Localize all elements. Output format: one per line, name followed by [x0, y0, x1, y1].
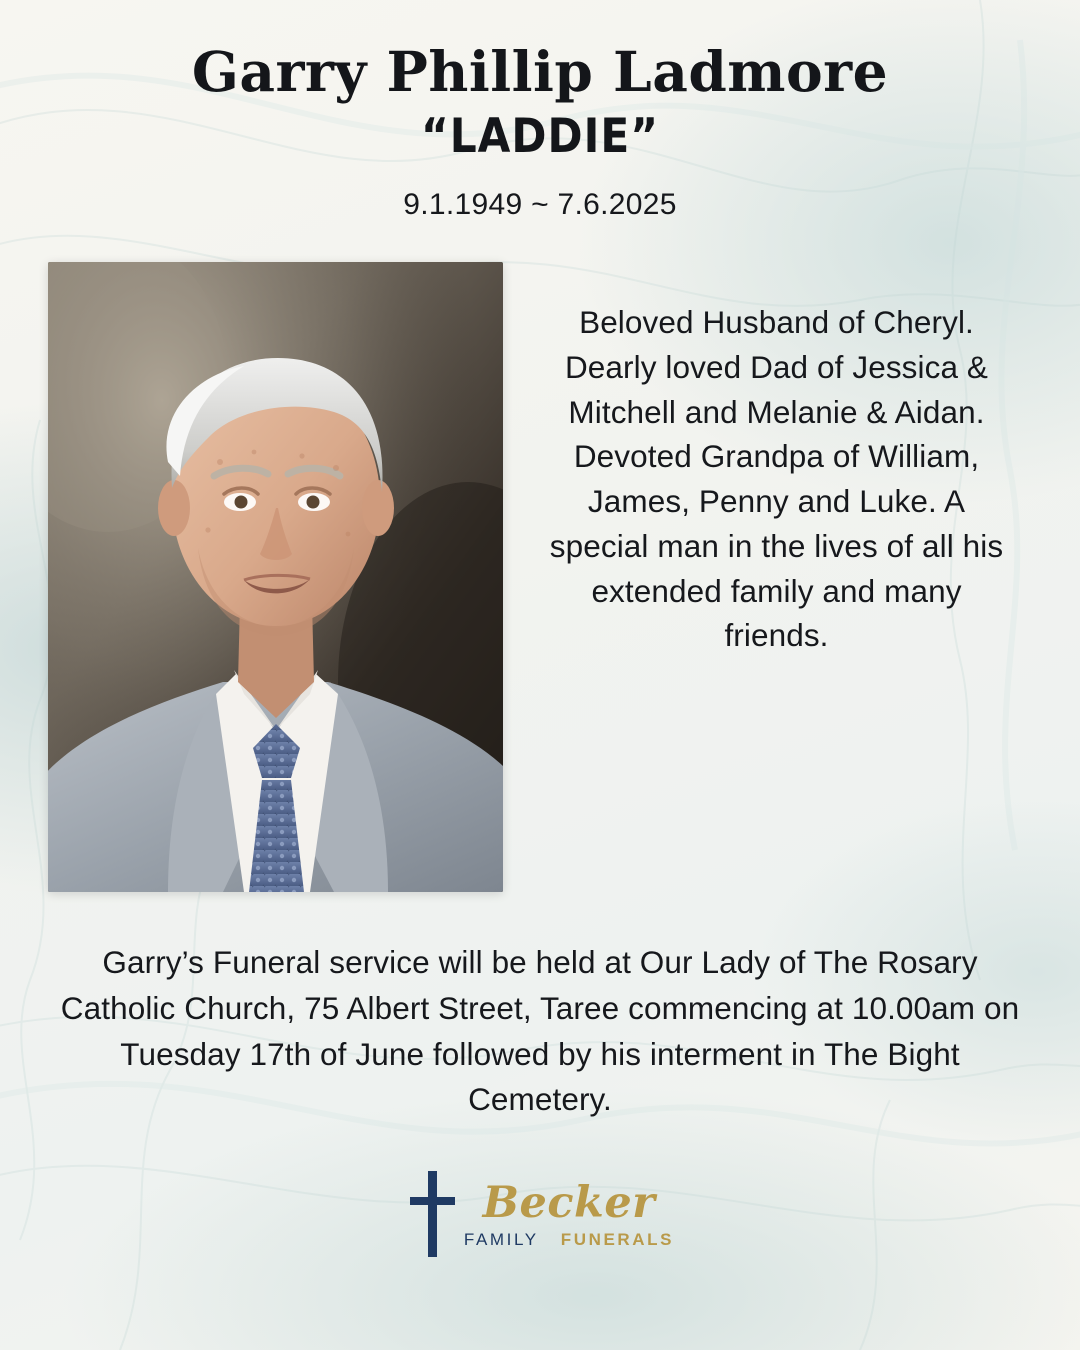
- portrait-container: [48, 262, 503, 892]
- portrait-photo: [48, 262, 503, 892]
- cross-icon: [406, 1167, 458, 1264]
- tribute-text: Beloved Husband of Cheryl. Dearly loved Dad of Jessica & Mitchell and Melanie & Aidan. Devoted Grandpa of William, James, Penny and Luke. A special man in the lives of all his extended family and many friends.: [549, 304, 1004, 654]
- logo-family-word: FAMILY: [463, 1230, 539, 1250]
- company-logo: [40, 1167, 1040, 1264]
- service-details: Garry’s Funeral service will be held at Our Lady of The Rosary Catholic Church, 75 Albert Street, Taree commencing at 10.00am on Tuesday 17th of June followed by his interment in The Bight Cemetery.: [60, 944, 1020, 1118]
- life-dates: 9.1.1949 ~ 7.6.2025: [403, 188, 677, 222]
- portrait-and-tribute: [40, 262, 1040, 892]
- nickname: “LADDIE”: [420, 108, 660, 164]
- page-title: Garry Phillip Ladmore: [191, 39, 889, 104]
- logo-funerals-word: FUNERALS: [560, 1230, 675, 1250]
- logo-brand-name: Becker: [482, 1178, 656, 1229]
